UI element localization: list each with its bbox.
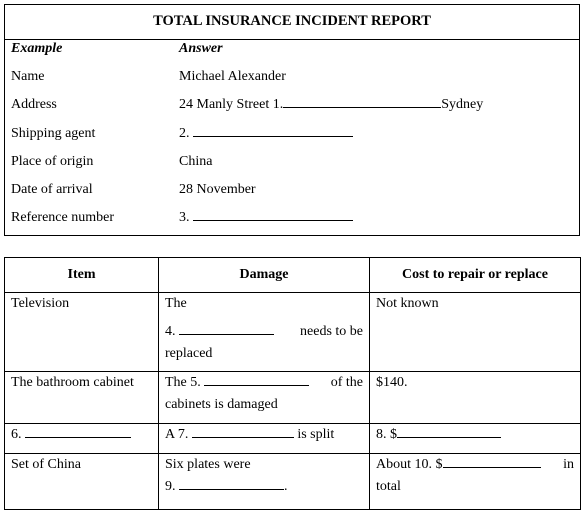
damage-text: needs to be <box>300 324 363 339</box>
item-q6 <box>5 424 159 454</box>
damage-line <box>165 476 363 498</box>
blank-9[interactable] <box>179 488 284 490</box>
q4-number: 4. <box>165 324 176 339</box>
q3-number: 3. <box>179 210 190 225</box>
q9-number: 9. <box>165 479 176 494</box>
item-set-of-china: Set of China <box>5 454 159 510</box>
value-reference-number <box>179 210 353 226</box>
label-place-of-origin: Place of origin <box>11 154 94 169</box>
address-suffix: Sydney <box>441 97 484 112</box>
label-shipping-agent: Shipping agent <box>11 126 96 141</box>
damage-text: of the <box>330 375 363 390</box>
incident-form <box>4 4 580 236</box>
address-prefix: 24 Manly Street 1. <box>179 97 284 112</box>
blank-4[interactable] <box>179 333 274 335</box>
cost-text: in <box>563 457 574 472</box>
cost-set-of-china <box>370 454 581 510</box>
q8-number: 8. $ <box>376 427 397 442</box>
damage-text: Six plates were <box>165 457 251 472</box>
blank-7[interactable] <box>192 436 294 438</box>
cost-television: Not known <box>370 293 581 372</box>
blank-2[interactable] <box>193 135 353 137</box>
blank-1[interactable] <box>283 106 441 108</box>
value-shipping-agent <box>179 126 353 142</box>
blank-10[interactable] <box>443 466 541 468</box>
cost-q8 <box>370 424 581 454</box>
q6-number: 6. <box>11 427 22 442</box>
blank-5[interactable] <box>204 384 309 386</box>
table-row <box>5 424 581 454</box>
blank-8[interactable] <box>397 436 501 438</box>
header-item: Item <box>5 258 159 293</box>
label-name: Name <box>11 69 45 84</box>
label-date-of-arrival: Date of arrival <box>11 182 93 197</box>
damage-line <box>165 372 363 394</box>
damage-television <box>159 293 370 372</box>
label-address: Address <box>11 97 57 112</box>
q7-number: A 7. <box>165 427 189 442</box>
blank-6[interactable] <box>25 436 131 438</box>
damage-text: The <box>165 296 187 311</box>
form-title: TOTAL INSURANCE INCIDENT REPORT <box>5 5 579 40</box>
period: . <box>284 479 288 494</box>
damage-text: is split <box>297 427 335 442</box>
q10-number: About 10. $ <box>376 457 443 472</box>
table-row <box>5 372 581 424</box>
table-row <box>5 293 581 372</box>
value-date-of-arrival: 28 November <box>179 182 256 197</box>
header-example: Example <box>11 41 63 56</box>
value-address <box>179 97 483 113</box>
label-reference-number: Reference number <box>11 210 114 225</box>
blank-3[interactable] <box>193 219 353 221</box>
damage-set-of-china <box>159 454 370 510</box>
header-damage: Damage <box>159 258 370 293</box>
q2-number: 2. <box>179 126 190 141</box>
item-bathroom-cabinet: The bathroom cabinet <box>5 372 159 424</box>
damage-q7 <box>159 424 370 454</box>
damage-text: cabinets is damaged <box>165 397 278 412</box>
cost-bathroom-cabinet: $140. <box>370 372 581 424</box>
damage-text: replaced <box>165 346 213 361</box>
table-header-row <box>5 258 581 293</box>
table-row <box>5 454 581 510</box>
damage-table <box>4 257 581 510</box>
damage-line <box>165 321 363 343</box>
cost-line <box>376 454 574 476</box>
q5-number: The 5. <box>165 375 201 390</box>
value-place-of-origin: China <box>179 154 213 169</box>
header-cost: Cost to repair or replace <box>370 258 581 293</box>
damage-bathroom-cabinet <box>159 372 370 424</box>
item-television: Television <box>5 293 159 372</box>
value-name: Michael Alexander <box>179 69 286 84</box>
header-answer: Answer <box>179 41 223 56</box>
cost-text: total <box>376 479 401 494</box>
